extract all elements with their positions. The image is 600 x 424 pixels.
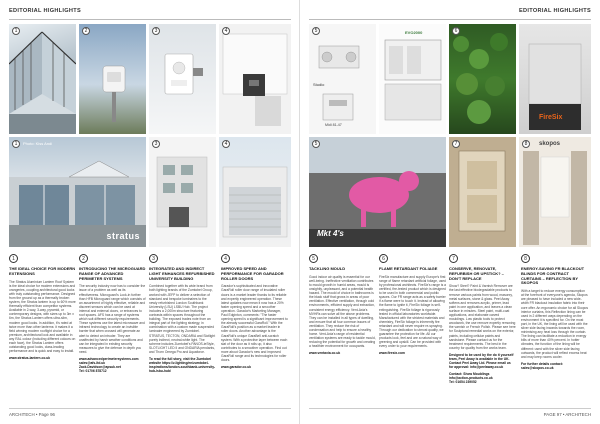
article-body: Garador's sophisticated and innovative GaraRoll roller door range of insulated roller doors is a market leader thanks to its reliable and expertly engineered operation. These latest updates now mean it now has a 20% faster opening speed and a smoother operation. Garador's Marketing Manager, Paul Edginton, comments: "The faster opening speed is a significant improvement to the already successful GaraRoll." With the GaraRoll's position as a market leader in roller doors. Another advantage is the GaraRoll's unique GaraBell anti-scratch system. With a protective layer between each slat of the door as it rolls up, it also contributes to a smoother operation. Find out more about Garador's new and improved GaraRoll range and its technologies for roller doors.: [221, 284, 288, 363]
article-number: 6: [379, 254, 388, 263]
article-column-6: [379, 254, 446, 356]
skopos-logo: skopos: [539, 141, 561, 147]
image-number-badge: 6: [452, 27, 460, 35]
article-column-4: [221, 254, 288, 369]
studio-label: Studio: [313, 82, 325, 87]
garage-door-image: [219, 137, 291, 247]
article-number: 2: [79, 254, 88, 263]
model-label: Midi 81-47: [325, 123, 342, 127]
garage-illustration: [219, 137, 291, 247]
image-number-badge: 5: [312, 27, 320, 35]
product-code-label: EVO2000: [405, 30, 423, 35]
image-number-badge: 7: [452, 140, 460, 148]
article-title: TACKLING MOULD: [309, 266, 346, 271]
article-body: Good indoor air quality is essential for our well-being. Ineffective ventilation contributes to mould growth in humid areas, mould is unsightly, unpleasant, and a potential health hazard. The mould of choice in bathrooms is the black stuff that grows in areas of poor ventilation. Effective ventilation, through cold environments, efficient supply and extraction, consistent energy efficiency. Vent-Axia's MVHRs can solve all the above problems. They can be installed in all types of dwelling, and ensure that all four common issues of ventilation. They reduce the risk of condensation and help to ensure a healthy home. Vent-Axia's range of residential ventilation systems are ready to tackle mould, reducing the potential for growth and creating a healthier environment for occupants.: [309, 274, 376, 349]
mvhr-illustration: [309, 24, 376, 134]
image-number-badge: 3: [152, 27, 160, 35]
article-body: Show? Steel? Paint & Varnish Remover are the last effective biodegradable products to remove various paints from wood, masonry, metal surfaces, stone & glass. Peel Away softens and removes acrylic, primer, lead paint in one application, and leaves a clean surface in minutes. Steel paint, multi-coat applications, and elaborate carved mouldings. Low plastic tools to protect woodwork, the use remove expertly removing the varnish or French Polish. Please see here for Sculptural remedial works on the exterior, paints, including cellular paints and sandstone. Please contact us for the treatment requirements. The best in the country for quality from the works team.: [449, 284, 516, 350]
article-web-link[interactable]: www.advancedperimetersystems.com: [79, 356, 139, 361]
article-web-link[interactable]: www.firesix.com: [379, 351, 405, 356]
article-title: THE IDEAL CHOICE FOR MODERN EXTENSIONS: [9, 266, 76, 276]
article-number: 7: [449, 254, 458, 263]
footer-rule: [309, 408, 591, 409]
article-web-link[interactable]: www.stratus-lantern.co.uk: [9, 356, 51, 361]
firesix-logo: FireSix: [539, 114, 563, 121]
page-header: EDITORIAL HIGHLIGHTS: [519, 8, 591, 14]
page-header: EDITORIAL HIGHLIGHTS: [9, 8, 81, 14]
university-building-image: [149, 137, 216, 247]
article-number: 3: [149, 254, 158, 263]
sensor-product-image: [79, 24, 146, 134]
image-number-badge: 8: [522, 140, 530, 148]
article-column-3: [149, 254, 216, 373]
image-number-badge: 2: [82, 27, 90, 35]
right-page: [300, 0, 600, 424]
image-number-badge: 4: [222, 140, 230, 148]
article-web-link[interactable]: www.ventaxia.co.uk: [309, 351, 341, 356]
article-contact-name: Contact: Show Mouldings: [449, 372, 490, 377]
mural-photo: [309, 137, 446, 247]
article-contact-email[interactable]: info@action-products.co.uk: [449, 376, 493, 381]
perimeter-sensor-image: [149, 24, 216, 134]
page-footer: ARCHITECH • Page 96: [9, 412, 55, 417]
detector-illustration: [149, 24, 216, 134]
article-column-2: [79, 254, 146, 373]
evo-unit-image: [379, 24, 446, 134]
article-title: IMPROVED SPEED AND PERFORMANCE FOR GARADOR ROLLER DOORS: [221, 266, 284, 281]
article-body: FireSix manufacture and supply Europe's first range of flame retardant artificial foliage, used by professional architects. FireSix's range is a certified, fire-tested product which is designed to be used in both commercial and public spaces. Our FR range acts as a safety barrier if a flame were to touch it. Instead of allowing the flame to ignite it, FireSix foliage is self-extinguishing. FireSix foliage is rigorously tested in official laboratories worldwide. Manufactured with the strictest materials and chemistry, FireSix foliage is inherently fire retardant and will never require re-spraying. Through our dedication to utmost quality, we guarantee the protection for life. All our products look, feel and are a natural way of greening and upskill. Can be provided with every order to your requirements.: [379, 274, 446, 349]
article-column-5: [309, 254, 376, 356]
photo-credit: Photo: Kiss Andi: [23, 141, 53, 146]
article-number: 1: [9, 254, 18, 263]
article-body: Combined together with its wide brand from both lighting brands of the Zumtobel Group, worked with JEFP to deliver a selection of standard and bespoke luminaires to the newly refurbished London Southbank University (LSU) LSBU Hub. The project includes a 2,000m structure featuring contrasts within spaces throughout the building. The exposed trades note from an integral part of the lighting strategy, in combination with a custom made suspended luminaire engineered by Zumtobel. STRATUS, TECTON, ONDARIA and Slotlight purely indirect, neutral-white light. The scheme includes Zumtobel's PANOS-ieStyle, SLOTLIGHT LED II and ONDARIA pendants, and Thorn Omega Pro and Aquaforce.: [149, 284, 216, 354]
article-title: CONSERVE, RENOVATE, REFURBISH OR UPSTICK? – DON'T REPLACE: [449, 266, 504, 281]
image-number-badge: 1: [12, 140, 20, 148]
image-number-badge: 4: [222, 27, 230, 35]
article-title: INTEGRATED AND INDIRECT LIGHT ENHANCES REFURBISHED UNIVERSITY BUILDING: [149, 266, 215, 281]
renovation-image: [449, 137, 516, 247]
article-contact-name: Zack.Davidson@apsuk.net: [79, 365, 121, 370]
article-web-link[interactable]: www.garador.co.uk: [221, 365, 252, 370]
building-illustration: [149, 137, 216, 247]
article-web-link[interactable]: To read the full story, visit the Zumtobel website https://z.lighting/en/zumtobel-inspirations/london-southbank-university-hub-lsbu-hub/: [149, 356, 216, 374]
article-number: 4: [221, 254, 230, 263]
article-body: The security industry now has to consider the issue of a problem as well as its effectiveness. Microguard's Lock-in further than HFB Microguard range which consists of an assortment of highly effective, reliable and discreet sensors which can be used at internal and external doors, or entrances to roof spaces. AFS has a range of systems which suit different security requirements. These systems use the latest microwave and infrared technology to create an invisible barrier that when crossed will generate an alert to detect an intruder. They are unaffected by harsh weather conditions and can be integrated in existing security measures to give the defence in depth you need.: [79, 284, 146, 354]
extension-photo: [9, 137, 146, 247]
article-column-1: [9, 254, 76, 360]
curtain-illustration: [519, 137, 591, 247]
sensor-illustration: [79, 24, 146, 134]
article-column-8: [521, 254, 588, 370]
article-title: FLAME RETARDANT FOLIAGE: [379, 266, 438, 271]
curtain-image: [519, 137, 591, 247]
evo-illustration: [379, 24, 446, 134]
article-contact-email[interactable]: sales@afs-ltd.uk: [79, 361, 106, 366]
lantern-roof-illustration: [9, 24, 76, 134]
ventilation-unit-image: [309, 24, 376, 134]
article-body: With a target to reduce energy consumption at the forefront of everyone's agenda, Skopos are pleased to have included a new wide-width FR blackout insulation fabric into their core offer. An ergonomic choice for all Skopos interior curtains, this Reflection lining can be used in 2 different ways depending on the environment it is specified for. On the most part, in the UK, the lining will be used with the silver side facing inwards towards the room, minimising any heat loss through the curtain. The lining can facilitate a reduction in energy bills of more than 40% percent. In hotter climates, the function of the lining will be different: used with the silver side facing outwards, the product will reflect excess heat and may keep rooms cooler.: [521, 289, 589, 359]
article-column-7: [449, 254, 516, 385]
article-contact-phone: Tel: 01706 878712: [79, 369, 107, 374]
image-number-badge: 3: [152, 140, 160, 148]
renovation-illustration: [449, 137, 516, 247]
page-footer: PAGE 97 • ARCHITECH: [543, 412, 591, 417]
header-rule: [309, 19, 591, 20]
firesix-product-image: [519, 24, 591, 134]
roller-door-image: [219, 24, 291, 134]
image-number-badge: 5: [312, 140, 320, 148]
foliage-wall-image: [449, 24, 516, 134]
image-number-badge: 1: [12, 27, 20, 35]
lantern-roof-image: [9, 24, 76, 134]
header-rule: [9, 19, 291, 20]
mural-graffiti-text: Mkt 4's: [317, 229, 344, 238]
roller-door-illustration: [219, 24, 291, 134]
article-body: The Stratus Aluminium Lantern Roof System is the ideal choice for modern extensions and orangeries, coupling architectural good looks with truly outstanding performance. Designed from the ground up as a thermally broken system, the Stratus lantern is up to 60% more thermally efficient than competitor systems. Available in 2-way, 3-way, pyramid, or contemporary designs, with sizes up to 3m x 6m, the Stratus Lantern offers ultra-slim, modern good looks. In addition, it's rated at twice more than other lanterns: it makes it a field winning modern rooflight choice for a premium, architectural look and available in any RAL colour (including different colours on each face), the Stratus Lantern offers outstanding good looks, class-leading performance and is quick and easy to install.: [9, 279, 76, 354]
foliage-illustration: [449, 24, 516, 134]
article-number: 8: [521, 254, 530, 263]
article-contact-phone: Tel: 01654 239052: [449, 380, 477, 385]
article-web-link[interactable]: Designed to be used by the do it yourself team, Peel Away is available in the UK. Contact Peel Away Ltd. Please email us for approval: info@peelaway.co.uk: [449, 352, 514, 370]
article-number: 5: [309, 254, 318, 263]
footer-rule: [9, 408, 291, 409]
article-title: ENERGY-SAVING FR BLACKOUT BLINDS FOR CONTRACT CURTAINS – REFLECTION BY SKOPOS: [521, 266, 585, 286]
article-web-link[interactable]: For further details contact: sales@skopos.co.uk: [521, 361, 563, 370]
article-title: INTRODUCING THE MICROGUARD RANGE OF ADVANCED PERIMETER SYSTEMS: [79, 266, 146, 281]
stratus-logo: stratus: [106, 231, 140, 241]
